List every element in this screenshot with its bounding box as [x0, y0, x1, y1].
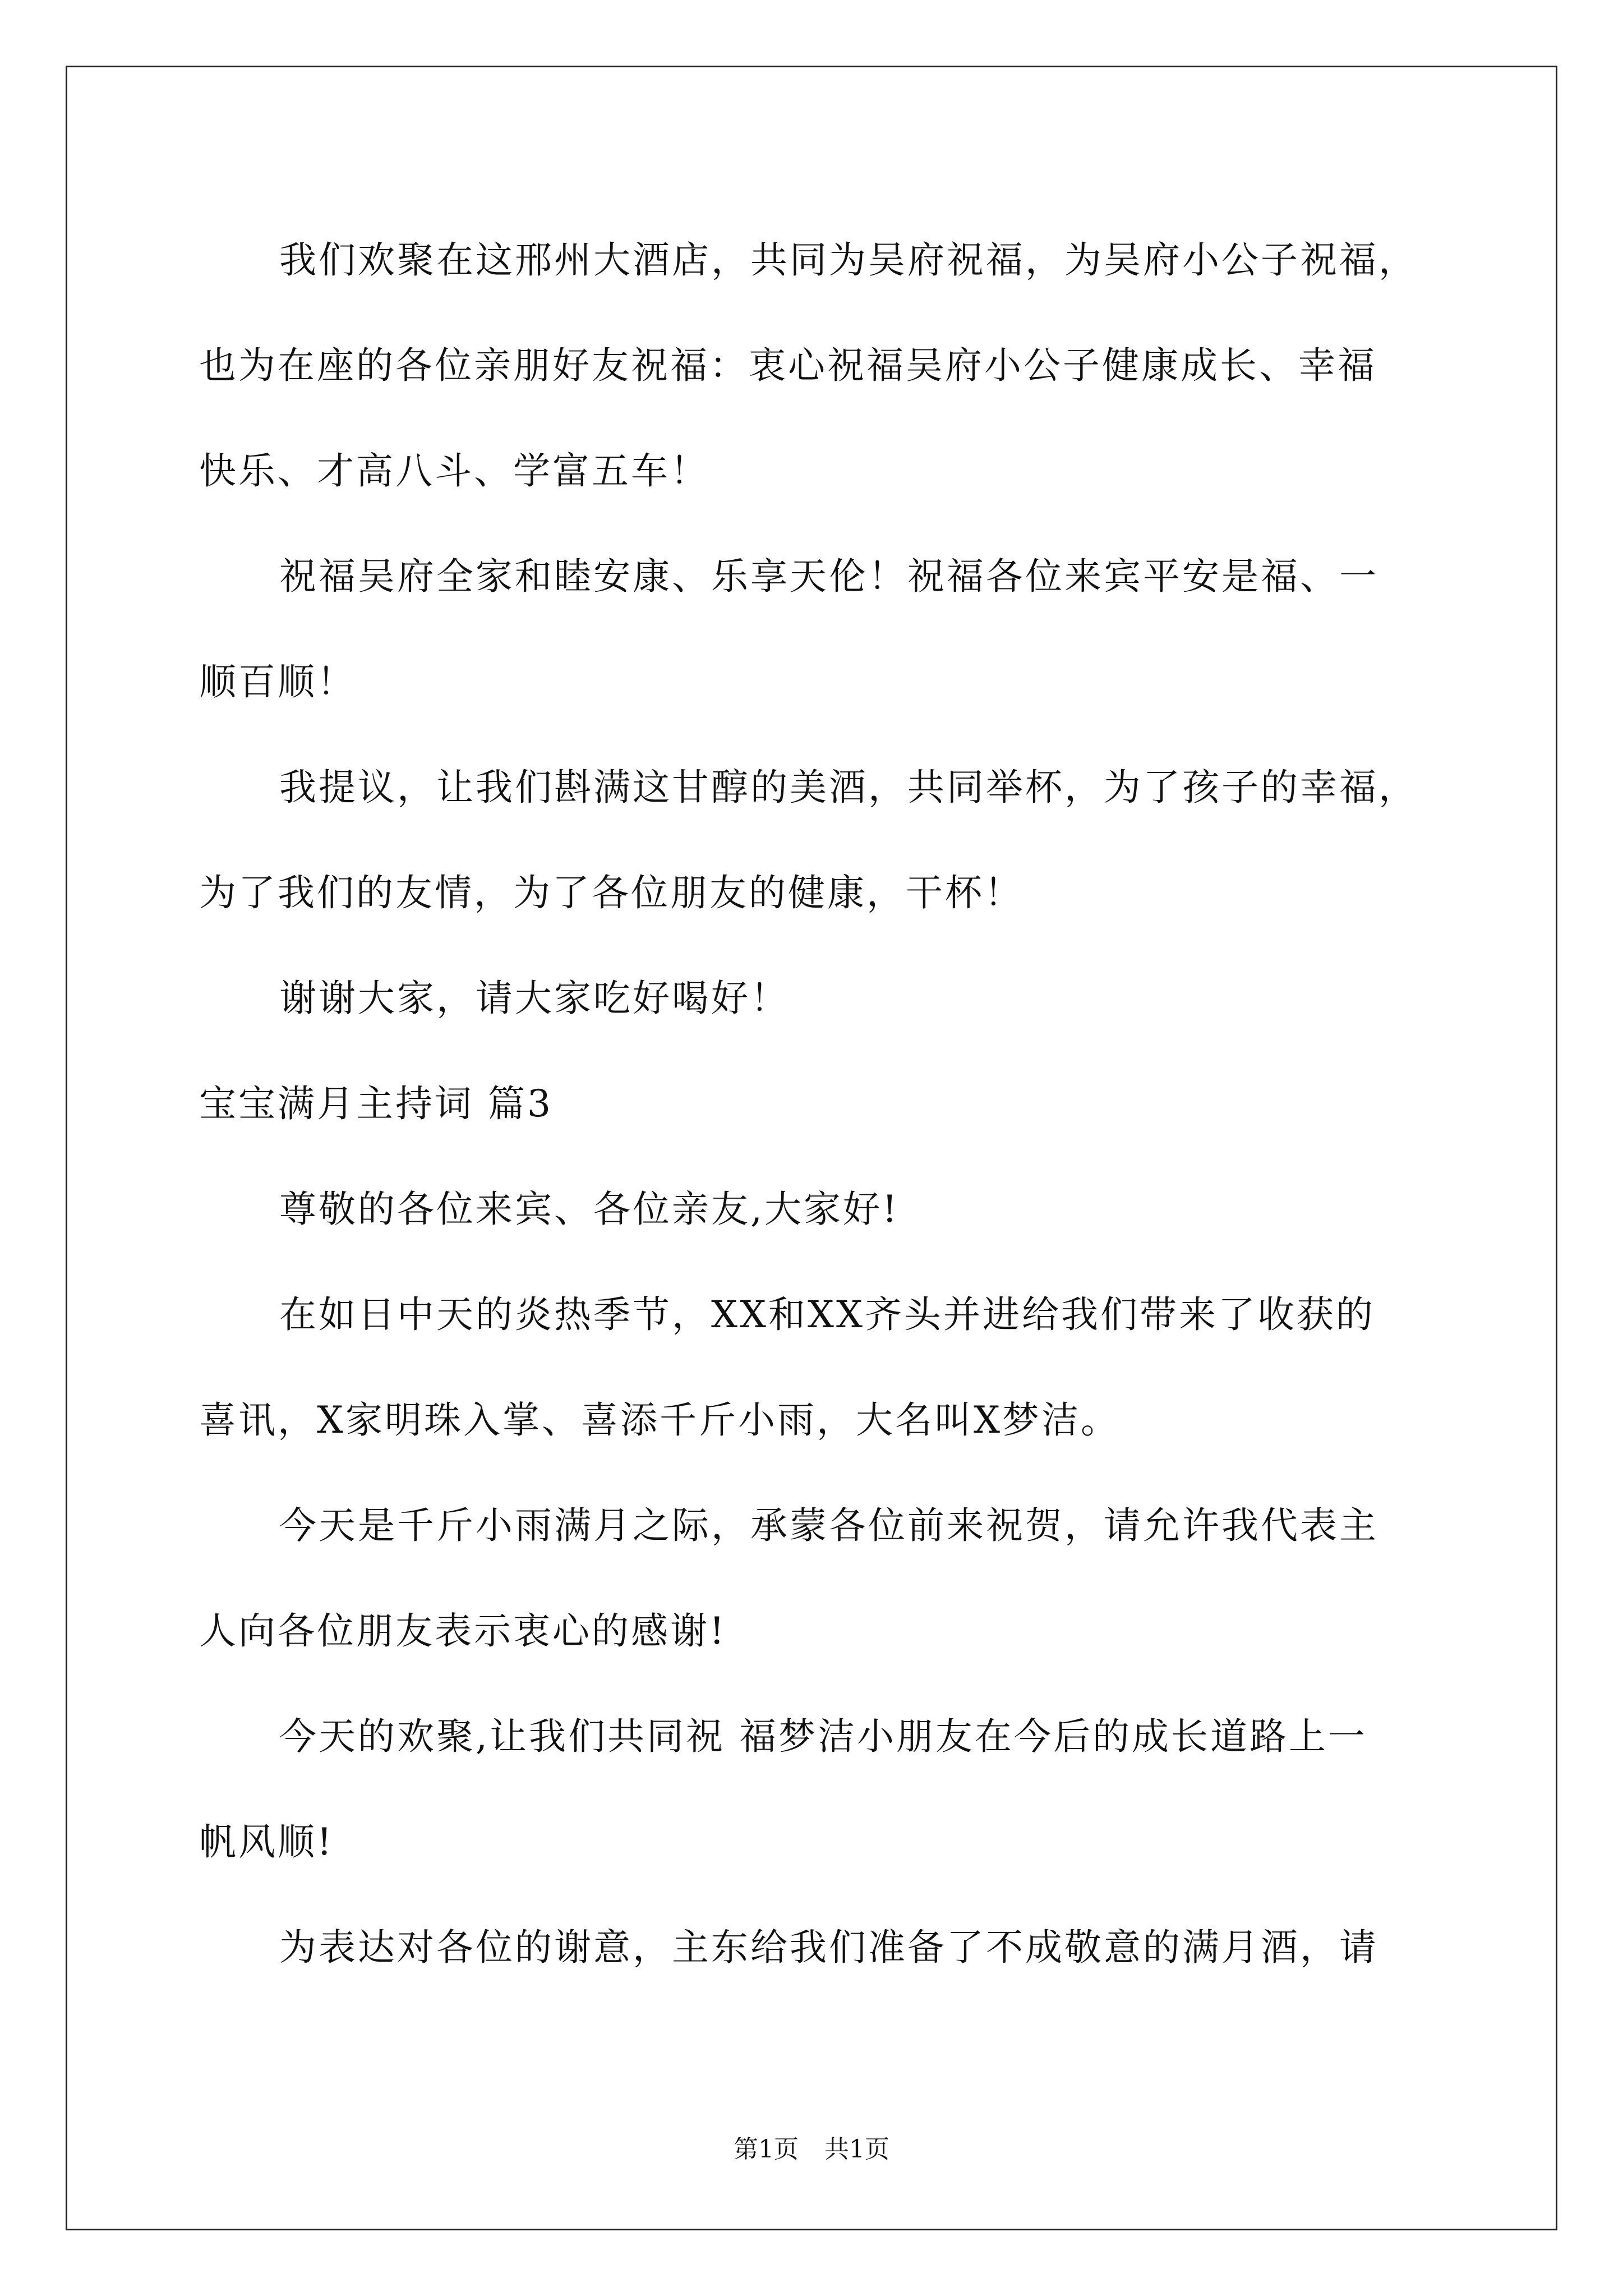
text-line: 帆风顺!	[199, 1820, 334, 1864]
section-heading: 宝宝满月主持词 篇3	[199, 1082, 553, 1125]
text-line: 为表达对各位的谢意，主东给我们准备了不成敬意的满月酒，请	[279, 1926, 1378, 1969]
page-number: 第1页	[734, 2135, 799, 2164]
document-body	[199, 208, 1433, 2000]
text-line: 祝福吴府全家和睦安康、乐享天伦！祝福各位来宾平安是福、一	[279, 555, 1378, 598]
text-line: 喜讯，X家明珠入掌、喜添千斤小雨，大名叫X梦洁。	[199, 1398, 1120, 1442]
text-line: 谢谢大家，请大家吃好喝好！	[279, 977, 790, 1020]
page-total: 共1页	[824, 2135, 889, 2164]
text-line: 今天是千斤小雨满月之际，承蒙各位前来祝贺，请允许我代表主	[279, 1504, 1378, 1547]
text-line: 在如日中天的炎热季节，XX和XX齐头并进给我们带来了收获的	[279, 1293, 1375, 1336]
text-line: 顺百顺！	[199, 660, 356, 703]
text-line: 我提议，让我们斟满这甘醇的美酒，共同举杯，为了孩子的幸福，	[279, 766, 1418, 809]
text-line: 人向各位朋友表示衷心的感谢!	[199, 1609, 727, 1653]
page-footer	[0, 2133, 1623, 2166]
text-line: 快乐、才高八斗、学富五车！	[199, 449, 709, 493]
text-line: 尊敬的各位来宾、各位亲友,大家好!	[279, 1188, 900, 1231]
text-line: 为了我们的友情，为了各位朋友的健康，干杯！	[199, 871, 1023, 914]
text-line: 今天的欢聚,让我们共同祝 福梦洁小朋友在今后的成长道路上一	[279, 1715, 1367, 1758]
text-line: 也为在座的各位亲朋好友祝福：衷心祝福吴府小公子健康成长、幸福	[199, 344, 1377, 387]
text-line: 我们欢聚在这邢州大酒店，共同为吴府祝福，为吴府小公子祝福，	[279, 238, 1418, 282]
